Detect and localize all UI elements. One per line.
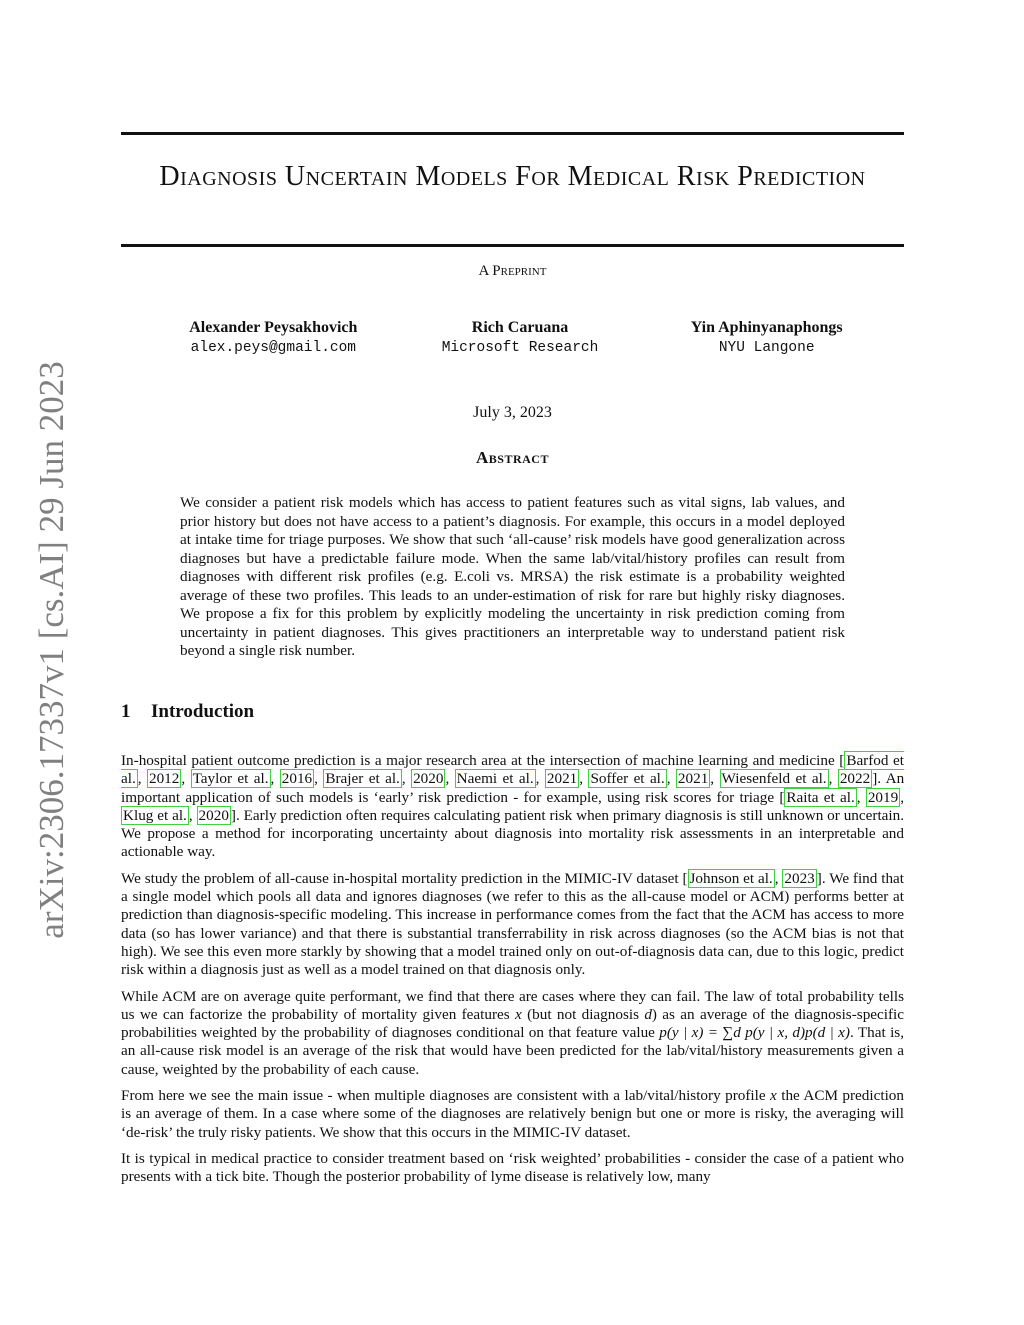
text-run: ]. We find that a single model which pools all data and ignores diagnoses (we refer to this as the all-cause model or ACM) performs better at prediction than diagnosis-specific modeling. This increase in performance comes from the fact that the ACM has access to more data (so has lower variance) and that there is substantial transferrability in risk across diagnoses (so the ACM bias is not that high). We see this even more starkly by showing that a model trained only on out-of-diagnosis data can, due to this logic, predict risk within a diagnosis just as well as a model trained on that diagnosis only. (121, 869, 905, 979)
citation-link[interactable]: Brajer et al. (325, 770, 400, 788)
author-affiliation: NYU Langone (718, 340, 815, 356)
text-run: While ACM are on average quite performant, we find that there are cases where they can fail. The law of total probability tells us we can factorize the probability of mortality given features (121, 987, 904, 1023)
citation-link[interactable]: Taylor et al. (192, 770, 269, 788)
paragraph-3 (121, 988, 904, 1079)
body-text (121, 752, 904, 1195)
text-run: ]. Early prediction often requires calculating patient risk when primary diagnosis is still unknown or uncertain. We propose a method for incorporating uncertainty about diagnosis into mortality risk assessments in an interpretable and actionable way. (121, 806, 905, 861)
text-run: We study the problem of all-cause in-hospital mortality prediction in the MIMIC-IV dataset [ (121, 869, 688, 887)
author-name: Alexander Peysakhovich (189, 319, 358, 336)
citation-link[interactable]: Soffer et al. (590, 770, 665, 788)
abstract-heading: Abstract (476, 448, 549, 467)
math-variable: x (770, 1087, 777, 1105)
text-run: From here we see the main issue - when multiple diagnoses are consistent with a lab/vital/history profile (121, 1087, 771, 1105)
citation-link[interactable]: Naemi et al. (456, 770, 534, 788)
author-3 (643, 318, 890, 358)
math-variable: d (644, 1005, 652, 1023)
math-equation: p(y | x) = ∑d p(y | x, d)p(d | x) (659, 1024, 850, 1042)
section-number: 1 (121, 701, 131, 722)
paper-date: July 3, 2023 (473, 404, 552, 421)
author-affiliation: alex.peys@gmail.com (190, 340, 356, 356)
citation-year-link[interactable]: 2022 (839, 770, 871, 788)
citation-year-link[interactable]: 2021 (546, 770, 578, 788)
text-run: ]. An important application of such models is ‘early’ risk prediction - for example, using risk scores for triage [ (121, 770, 905, 806)
citation-link[interactable]: Raita et al. (786, 788, 855, 806)
preprint-label: A Preprint (478, 263, 547, 279)
author-name: Rich Caruana (471, 319, 569, 336)
citation-link[interactable]: Barfod et al. (121, 752, 904, 788)
abstract-text: We consider a patient risk models which has access to patient features such as vital signs, lab values, and prior history but does not have access to a patient’s diagnosis. For example, this occurs in a model deployed at intake time for triage purposes. We show that such ‘all-cause’ risk models have good generalization across diagnoses but have a predictable failure mode. When the same lab/vital/history profiles can result from diagnoses with different risk profiles (e.g. E.coli vs. MRSA) the risk estimate is a probability weighted average of these two profiles. This leads to an under-estimation of risk for rare but highly risky diagnoses. We propose a fix for this problem by explicitly modeling the uncertainty in risk prediction coming from uncertainty in patient diagnoses. This gives practitioners an interpretable way to understand patient risk beyond a single risk number. (180, 494, 845, 659)
author-2 (397, 318, 644, 358)
text-run: the ACM prediction is an average of them. In a case where some of the diagnoses are relatively benign but one or more is risky, the averaging will ‘de-risk’ the truly risky patients. We show that this occurs in the MIMIC-IV dataset. (121, 1087, 904, 1141)
text-run: It is typical in medical practice to consider treatment based on ‘risk weighted’ probabilities - consider the case of a patient who presents with a tick bite. Though the posterior probability of lyme disease is relatively low, many (121, 1149, 904, 1186)
author-list (150, 318, 890, 358)
citation-year-link[interactable]: 2021 (677, 770, 709, 788)
citation-link[interactable]: Johnson et al. (689, 869, 773, 887)
citation-year-link[interactable]: 2020 (413, 770, 444, 788)
citation-year-link[interactable]: 2023 (784, 869, 815, 887)
author-1 (150, 318, 397, 358)
title-bottom-rule (121, 244, 904, 247)
arxiv-stamp: arXiv:2306.17337v1 [cs.AI] 29 Jun 2023 (32, 361, 71, 939)
citation-year-link[interactable]: 2012 (148, 770, 180, 788)
paper-title: Diagnosis Uncertain Models For Medical Risk Prediction (159, 161, 866, 192)
text-run: ) as an average of the diagnosis-specific probabilities weighted by the probability of diagnoses conditional on that feature value (121, 1005, 905, 1042)
paragraph-4 (121, 1087, 904, 1142)
section-heading (121, 701, 254, 723)
paragraph-2: We study the problem of all-cause in-hospital mortality prediction in the MIMIC-IV dataset [ Johnson et al. , 2023 ]. We find that a single model which pools all data and ignores diagnoses (we refer to this as the all-cause model or ACM) performs better at prediction than diagnosis-specific modeling. This increase in performance comes from the fact that the ACM has access to more data (so has lower variance) and that there is substantial transferrability in risk across diagnoses (so the ACM bias is not that high). We see this even more starkly by showing that a model trained only on out-of-diagnosis data can, due to this logic, predict risk within a diagnosis just as well as a model trained on that diagnosis only. (121, 869, 905, 979)
text-run: . That is, an all-cause risk model is an average of the risk that would have been predicted for the lab/vital/history measurements given a cause, weighted by the probability of each cause. (121, 1024, 905, 1078)
section-title: Introduction (151, 701, 255, 722)
text-run: (but not diagnosis (521, 1005, 645, 1023)
citation-year-link[interactable]: 2016 (281, 770, 313, 788)
text-run: In-hospital patient outcome prediction is a major research area at the intersection of machine learning and medicine [ (121, 752, 845, 769)
author-name: Yin Aphinyanaphongs (690, 319, 843, 336)
citation-year-link[interactable]: 2019 (867, 788, 899, 806)
math-variable: x (515, 1005, 522, 1023)
citation-link[interactable]: Klug et al. (123, 806, 187, 824)
paragraph-5 (121, 1150, 904, 1187)
author-affiliation: Microsoft Research (441, 340, 599, 356)
citation-year-link[interactable]: 2020 (198, 806, 229, 824)
paragraph-1: In-hospital patient outcome prediction is a major research area at the intersection of machine learning and medicine [ Barfod et al. , 2012 , Taylor et al. , 2016 , Brajer et al. , 2020 , Naemi et al. , 2021 , Soffer et al. , 2021 , Wiesenfeld et al. , 2022 ]. An important application of such models is ‘early’ risk prediction - for example, using risk scores for triage [ Raita et al. , 2019 , Klug et al. , 2020 ]. Early prediction often requires calculating patient risk when primary diagnosis is still unknown or uncertain. We propose a method for incorporating uncertainty about diagnosis into mortality risk assessments in an interpretable and actionable way. (121, 752, 905, 861)
title-top-rule (121, 132, 904, 135)
citation-link[interactable]: Wiesenfeld et al. (721, 770, 827, 788)
